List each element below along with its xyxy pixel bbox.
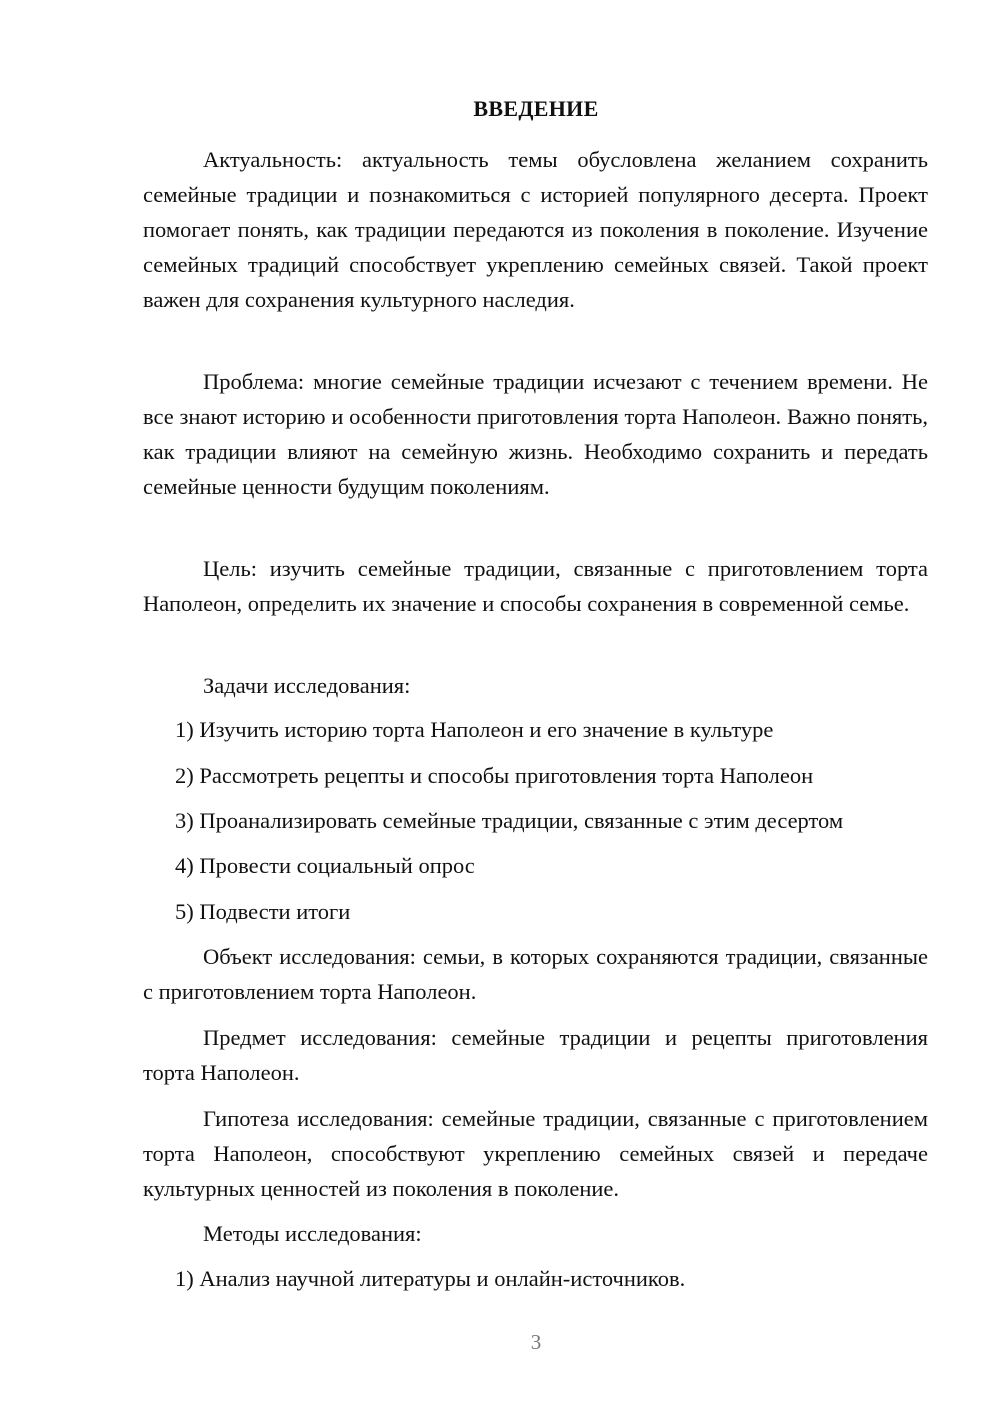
method-item: 1) Анализ научной литературы и онлайн-источников. <box>175 1266 686 1291</box>
task-item: 2) Рассмотреть рецепты и способы приготовления торта Наполеон <box>175 763 814 788</box>
task-item: 5) Подвести итоги <box>175 899 351 924</box>
subject-paragraph: Предмет исследования: семейные традиции и рецепты приготовления торта Наполеон. <box>143 1025 928 1085</box>
task-item: 4) Провести социальный опрос <box>175 853 475 878</box>
page-number: 3 <box>530 1330 542 1354</box>
tasks-heading: Задачи исследования: <box>203 673 411 698</box>
relevance-paragraph: Актуальность: актуальность темы обусловлена желанием сохранить семейные традиции и познакомиться с историей популярного десерта. Проект помогает понять, как традиции передаются из поколения в поколение. Изучение семейных традиций способствует укреплению семейных связей. Такой проект важен для сохранения культурного наследия. <box>143 147 928 312</box>
problem-paragraph: Проблема: многие семейные традиции исчезают с течением времени. Не все знают историю и особенности приготовления торта Наполеон. Важно понять, как традиции влияют на семейную жизнь. Необходимо сохранить и передать семейные ценности будущим поколениям. <box>143 369 928 499</box>
hypothesis-paragraph: Гипотеза исследования: семейные традиции, связанные с приготовлением торта Наполеон, способствуют укреплению семейных связей и передаче культурных ценностей из поколения в поколение. <box>143 1106 928 1201</box>
methods-heading: Методы исследования: <box>203 1221 422 1246</box>
task-item: 3) Проанализировать семейные традиции, связанные с этим десертом <box>175 808 844 833</box>
goal-paragraph: Цель: изучить семейные традиции, связанные с приготовлением торта Наполеон, определить их значение и способы сохранения в современной семье. <box>143 556 928 616</box>
page-title: ВВЕДЕНИЕ <box>473 96 599 121</box>
object-paragraph: Объект исследования: семьи, в которых сохраняются традиции, связанные с приготовлением торта Наполеон. <box>143 944 928 1004</box>
task-item: 1) Изучить историю торта Наполеон и его значение в культуре <box>175 717 774 742</box>
